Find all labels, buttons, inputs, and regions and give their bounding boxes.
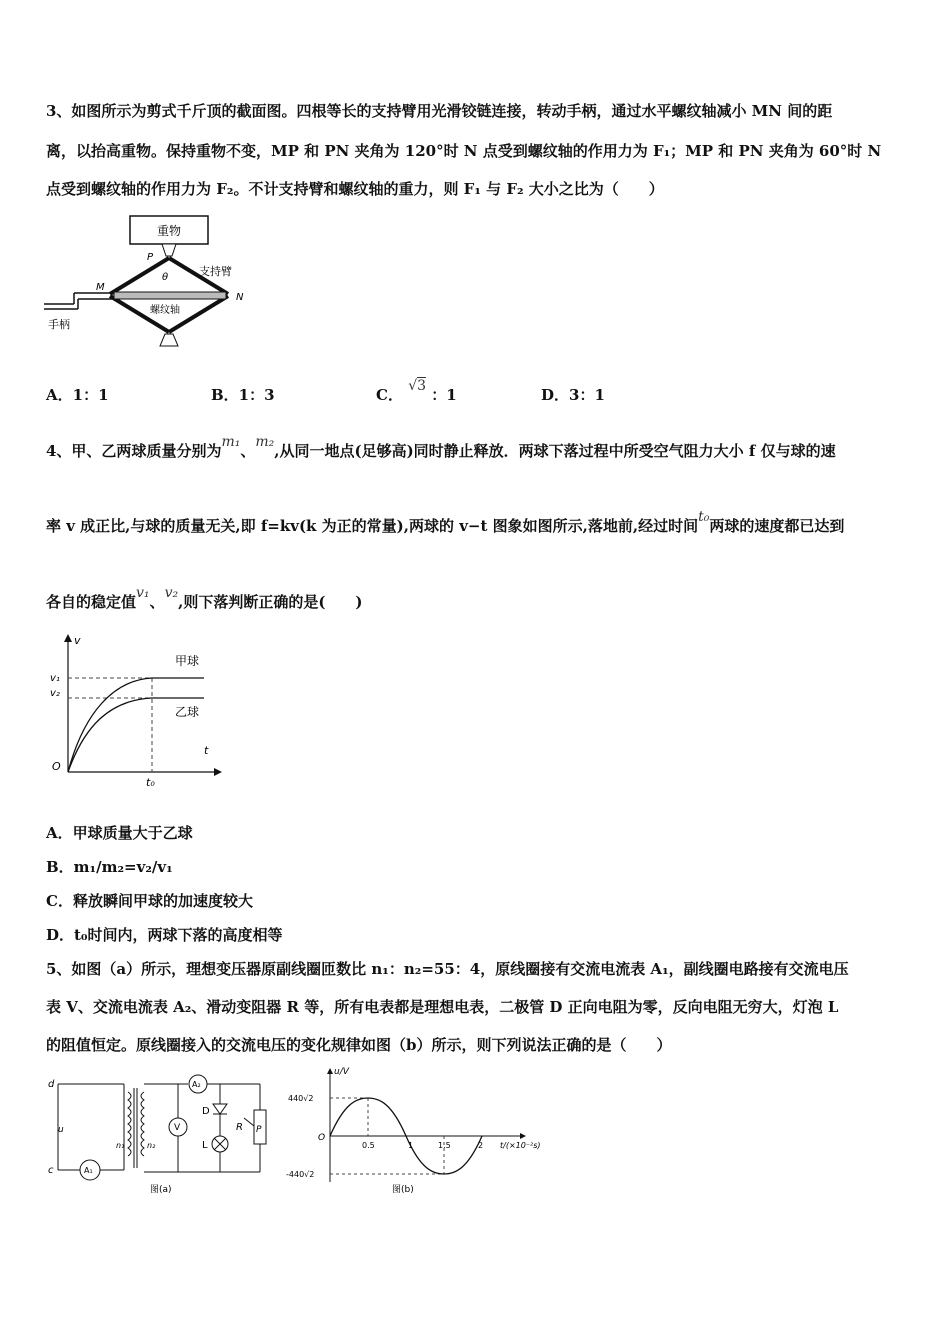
q4-m2: m₂ bbox=[255, 434, 275, 450]
circuit-d: d bbox=[48, 1079, 55, 1090]
q3-option-c-prefix: C． bbox=[376, 386, 403, 404]
q4-line-3: 各自的稳定值v₁、v₂,则下落判断正确的是( ) bbox=[46, 585, 363, 611]
fig-P: P bbox=[147, 252, 154, 263]
q4-line-1: 4、甲、乙两球质量分别为m₁、m₂,从同一地点(足够高)同时静止释放．两球下落过程中所受空气阻力大小 f 仅与球的速 bbox=[46, 434, 836, 460]
q5-line-3: 的阻值恒定。原线圈接入的交流电压的变化规律如图（b）所示，则下列说法正确的是（ ） bbox=[46, 1036, 672, 1054]
wave-y-axis: u/V bbox=[334, 1067, 349, 1077]
vt-yi-label: 乙球 bbox=[175, 705, 200, 719]
wave-x-axis: t/(×10⁻²s) bbox=[500, 1141, 541, 1150]
q4-option-c: C．释放瞬间甲球的加速度较大 bbox=[46, 892, 253, 910]
jack-figure bbox=[44, 212, 254, 352]
q3-option-c-suffix: ：1 bbox=[431, 386, 457, 404]
q3-option-c-root: √3 bbox=[408, 378, 427, 394]
circuit-n1: n₁ bbox=[116, 1141, 125, 1150]
wave-figure-b bbox=[286, 1064, 556, 1200]
wave-caption: 图(b) bbox=[392, 1185, 414, 1195]
circuit-P: P bbox=[256, 1125, 262, 1135]
wave-tick-05: 0.5 bbox=[362, 1141, 375, 1150]
wave-tick-15: 1.5 bbox=[438, 1141, 451, 1150]
circuit-A1: A₁ bbox=[84, 1166, 93, 1175]
q3-option-a: A．1：1 bbox=[46, 386, 109, 404]
q3-line-2: 离，以抬高重物。保持重物不变，MP 和 PN 夹角为 120°时 N 点受到螺纹轴的作用力为 F₁；MP 和 PN 夹角为 60°时 N bbox=[46, 142, 882, 160]
circuit-D: D bbox=[202, 1106, 210, 1117]
q4-v2: v₂ bbox=[164, 585, 179, 601]
fig-weight-label: 重物 bbox=[156, 224, 182, 238]
wave-neg-peak: -440√2 bbox=[286, 1170, 315, 1179]
circuit-n2: n₂ bbox=[147, 1141, 156, 1150]
fig-arm-label: 支持臂 bbox=[199, 265, 232, 278]
fig-screw-label: 螺纹轴 bbox=[150, 305, 180, 316]
q3-option-d: D．3：1 bbox=[541, 386, 605, 404]
vt-v-axis: v bbox=[74, 634, 81, 647]
q5-line-1: 5、如图（a）所示，理想变压器原副线圈匝数比 n₁：n₂=55：4，原线圈接有交流电流表 A₁，副线圈电路接有交流电压 bbox=[46, 960, 849, 978]
q4-option-d: D．t₀时间内，两球下落的高度相等 bbox=[46, 926, 283, 944]
vt-t0-label: t₀ bbox=[146, 776, 155, 789]
wave-pos-peak: 440√2 bbox=[288, 1094, 314, 1103]
fig-M: M bbox=[96, 282, 105, 293]
circuit-L: L bbox=[202, 1140, 208, 1151]
q4-v1: v₁ bbox=[136, 585, 150, 601]
fig-N: N bbox=[236, 292, 244, 303]
q3-option-b: B．1：3 bbox=[211, 386, 275, 404]
circuit-R: R bbox=[236, 1122, 243, 1133]
fig-handle-label: 手柄 bbox=[48, 318, 70, 331]
vt-v1-label: v₁ bbox=[50, 673, 60, 684]
wave-tick-1: 1 bbox=[408, 1141, 414, 1150]
circuit-V: V bbox=[174, 1123, 181, 1133]
q4-t0: t₀ bbox=[698, 509, 710, 525]
q3-option-c bbox=[376, 378, 457, 405]
wave-origin: O bbox=[318, 1133, 326, 1143]
q4-line-2: 率 v 成正比,与球的质量无关,即 f=kv(k 为正的常量),两球的 v−t 图象如图所示,落地前,经过时间t₀两球的速度都已达到 bbox=[46, 509, 845, 535]
q4-m1: m₁ bbox=[221, 434, 241, 450]
q5-line-2: 表 V、交流电流表 A₂、滑动变阻器 R 等，所有电表都是理想电表，二极管 D 正向电阻为零，反向电阻无穷大，灯泡 L bbox=[46, 998, 839, 1016]
wave-tick-2: 2 bbox=[478, 1141, 484, 1150]
circuit-caption: 图(a) bbox=[150, 1185, 172, 1195]
circuit-figure-a bbox=[44, 1070, 284, 1200]
circuit-A2: A₂ bbox=[192, 1080, 201, 1089]
vt-jia-label: 甲球 bbox=[175, 654, 200, 668]
q3-line-1: 3、如图所示为剪式千斤顶的截面图。四根等长的支持臂用光滑铰链连接，转动手柄，通过水平螺纹轴减小 MN 间的距 bbox=[46, 102, 833, 120]
fig-theta: θ bbox=[162, 272, 169, 283]
circuit-c: c bbox=[48, 1165, 54, 1176]
q4-option-a: A．甲球质量大于乙球 bbox=[46, 824, 193, 842]
vt-origin: O bbox=[52, 760, 61, 773]
q3-line-3: 点受到螺纹轴的作用力为 F₂。不计支持臂和螺纹轴的重力，则 F₁ 与 F₂ 大小之比为（ ） bbox=[46, 180, 664, 198]
vt-v2-label: v₂ bbox=[50, 688, 60, 699]
circuit-u: u bbox=[58, 1125, 64, 1135]
vt-t-axis: t bbox=[204, 744, 209, 757]
vt-graph bbox=[44, 632, 224, 792]
q4-option-b: B．m₁/m₂=v₂/v₁ bbox=[46, 858, 173, 876]
